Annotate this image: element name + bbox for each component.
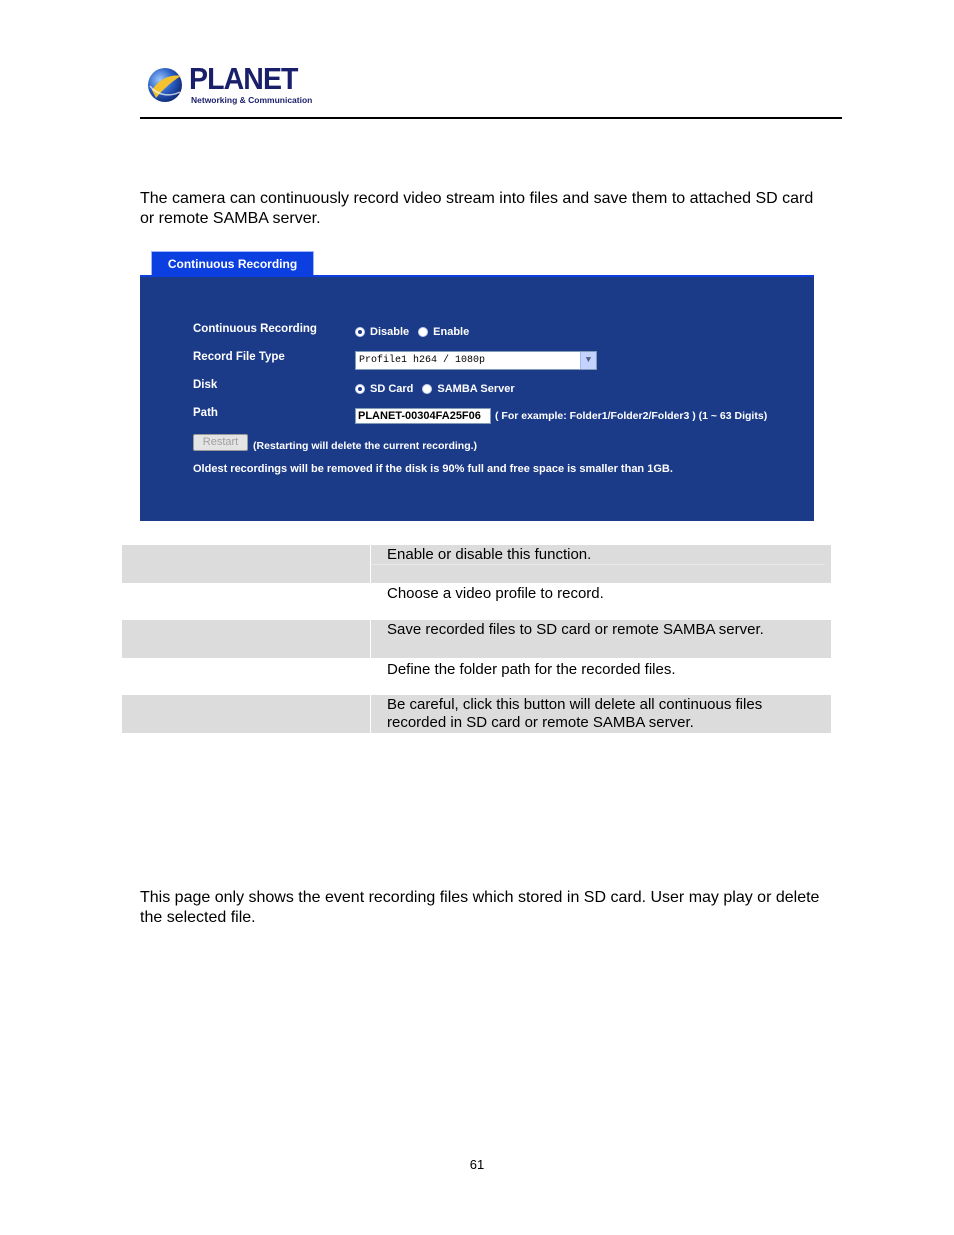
samba-server-radio-label: SAMBA Server [437, 383, 515, 395]
table-row [122, 545, 831, 583]
table-row [122, 658, 831, 695]
restart-note: (Restarting will delete the current recording.) [253, 440, 478, 452]
oldest-recordings-note: Oldest recordings will be removed if the disk is 90% full and free space is smaller than 1GB. [193, 463, 673, 475]
record-file-type-value: Profile1 h264 / 1080p [359, 355, 486, 366]
samba-server-radio[interactable] [422, 384, 432, 394]
path-hint: ( For example: Folder1/Folder2/Folder3 ) (1 ~ 63 Digits) [495, 410, 768, 422]
description-text: Define the folder path for the recorded files. [387, 661, 676, 678]
description-text: Choose a video profile to record. [387, 585, 604, 602]
disable-radio[interactable] [355, 327, 365, 337]
description-table [122, 545, 831, 733]
disable-radio-label: Disable [370, 326, 410, 338]
description-text: Enable or disable this function. [387, 546, 592, 563]
path-field [355, 408, 767, 424]
disk-label: Disk [193, 379, 218, 391]
description-text: Be careful, click this button will delete all continuous files recorded in SD card or remote SAMBA server. [387, 696, 763, 731]
footer-paragraph: This page only shows the event recording files which stored in SD card. User may play or delete the selected file. [140, 889, 820, 926]
header-rule [140, 117, 842, 119]
enable-radio[interactable] [418, 327, 428, 337]
chevron-down-icon[interactable]: ▼ [580, 352, 596, 369]
row-inner-line [371, 564, 825, 565]
record-file-type-field [355, 351, 597, 370]
sd-card-radio[interactable] [355, 384, 365, 394]
restart-button[interactable]: Restart [193, 434, 248, 451]
logo-name: PLANET [189, 61, 298, 96]
table-row [122, 583, 831, 620]
disk-radio-group [355, 383, 524, 395]
globe-logo-icon [146, 66, 184, 104]
record-file-type-label: Record File Type [193, 351, 285, 363]
intro-paragraph: The camera can continuously record video stream into files and save them to attached SD card or remote SAMBA server. [140, 190, 814, 227]
path-label: Path [193, 407, 218, 419]
column-divider [370, 695, 371, 733]
table-row [122, 620, 831, 658]
enable-radio-label: Enable [433, 326, 470, 338]
logo-tagline: Networking & Communication [191, 95, 313, 105]
tab-continuous-recording[interactable]: Continuous Recording [151, 251, 314, 275]
sd-card-radio-label: SD Card [370, 383, 414, 395]
planet-logo [146, 61, 313, 106]
description-text: Save recorded files to SD card or remote SAMBA server. [387, 621, 764, 638]
table-row [122, 695, 831, 733]
continuous-recording-label: Continuous Recording [193, 323, 317, 335]
path-input[interactable]: PLANET-00304FA25F06 [355, 408, 491, 424]
record-file-type-select[interactable] [355, 351, 597, 370]
continuous-recording-radio-group [355, 326, 478, 338]
continuous-recording-panel [140, 277, 814, 521]
column-divider [370, 620, 371, 658]
page-number: 61 [469, 1157, 485, 1172]
